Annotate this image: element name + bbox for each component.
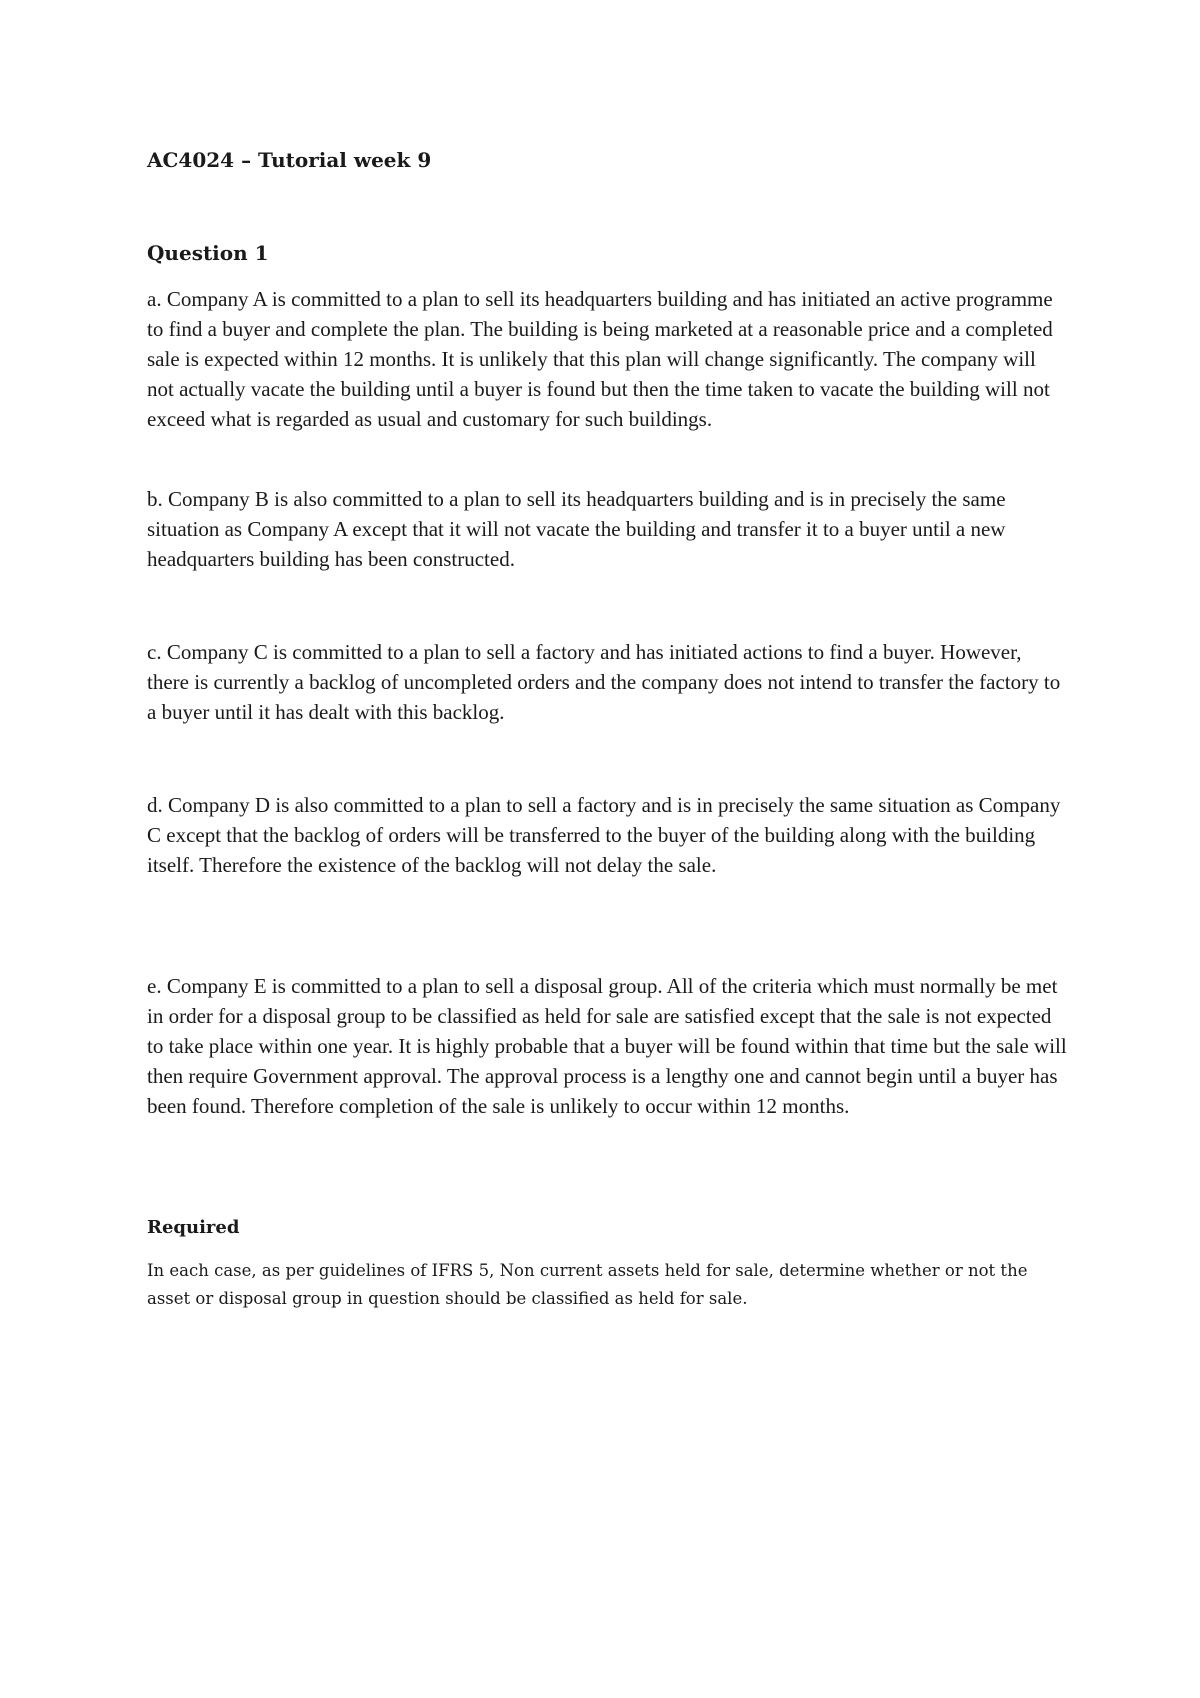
- document-title: AC4024 – Tutorial week 9: [147, 148, 432, 172]
- question-part-d: d. Company D is also committed to a plan to sell a factory and is in precisely the same situation as Company C except that the backlog of orders will be transferred to the buyer of the building along with the building itself. Therefore the existence of the backlog will not delay the sale.: [147, 793, 1061, 877]
- question-heading: Question 1: [147, 241, 269, 265]
- question-part-c: c. Company C is committed to a plan to sell a factory and has initiated actions to find a buyer. However, there is currently a backlog of uncompleted orders and the company does not intend to transfer the factory to a buyer until it has dealt with this backlog.: [147, 640, 1061, 724]
- question-part-b: b. Company B is also committed to a plan to sell its headquarters building and is in precisely the same situation as Company A except that it will not vacate the building and transfer it to a buyer until a new headquarters building has been constructed.: [147, 487, 1006, 571]
- question-part-a: a. Company A is committed to a plan to sell its headquarters building and has initiated an active programme to find a buyer and complete the plan. The building is being marketed at a reasonable price and a completed sale is expected within 12 months. It is unlikely that this plan will change significantly. The company will not actually vacate the building until a buyer is found but then the time taken to vacate the building will not exceed what is regarded as usual and customary for such buildings.: [147, 287, 1053, 431]
- required-instructions: In each case, as per guidelines of IFRS 5, Non current assets held for sale, determine whether or not the asset or disposal group in question should be classified as held for sale.: [147, 1261, 1028, 1308]
- question-part-e: e. Company E is committed to a plan to sell a disposal group. All of the criteria which must normally be met in order for a disposal group to be classified as held for sale are satisfied except that the sale is not expected to take place within one year. It is highly probable that a buyer will be found within that time but the sale will then require Government approval. The approval process is a lengthy one and cannot begin until a buyer has been found. Therefore completion of the sale is unlikely to occur within 12 months.: [147, 974, 1067, 1118]
- required-heading: Required: [147, 1217, 240, 1238]
